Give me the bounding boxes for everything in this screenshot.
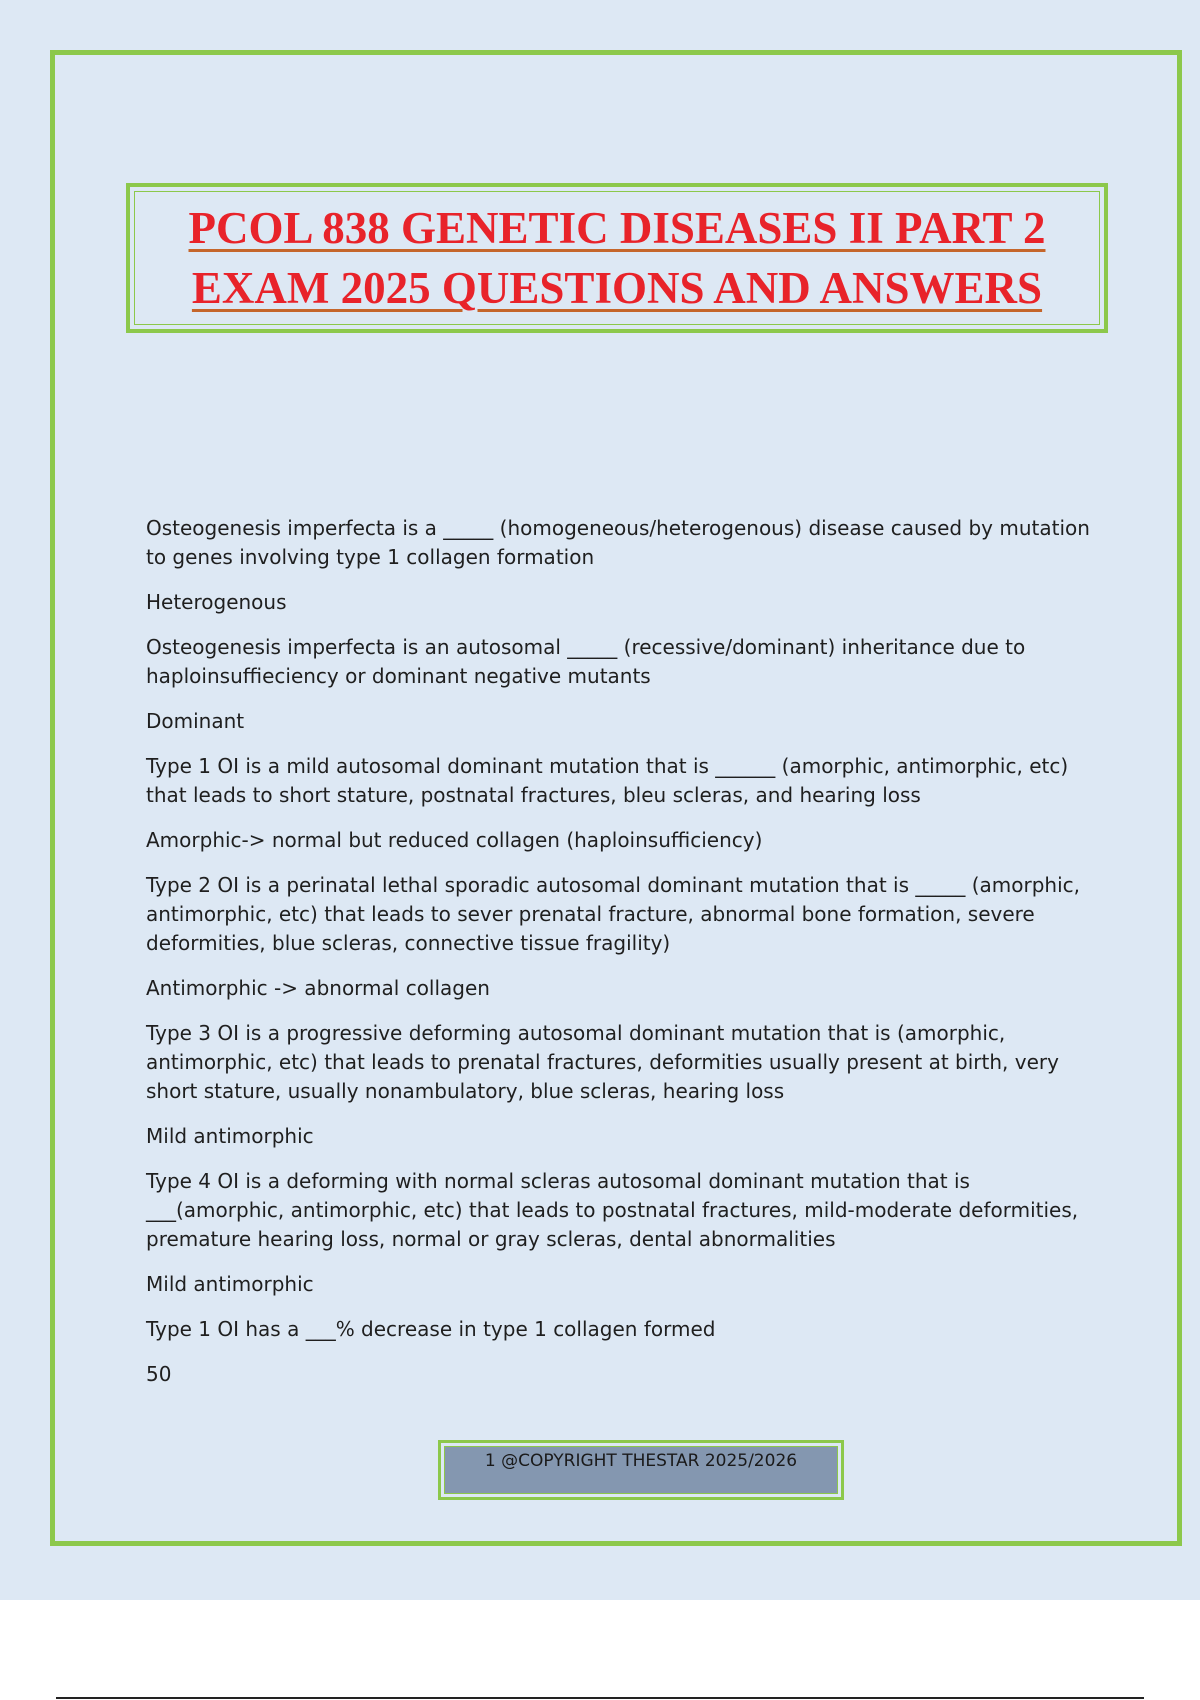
bottom-divider xyxy=(56,1697,1144,1699)
answer-3: Amorphic-> normal but reduced collagen (haploinsufficiency) xyxy=(146,828,763,852)
answer-1: Heterogenous xyxy=(146,590,287,614)
title-line-2: EXAM 2025 QUESTIONS AND ANSWERS xyxy=(191,263,1043,313)
copyright-footer-text: 1 @COPYRIGHT THESTAR 2025/2026 xyxy=(444,1446,838,1494)
title-line-1: PCOL 838 GENETIC DISEASES II PART 2 xyxy=(188,203,1046,253)
title-box xyxy=(126,183,1108,333)
answer-6: Mild antimorphic xyxy=(146,1272,314,1296)
question-5: Type 3 OI is a progressive deforming autosomal dominant mutation that is (amorphic, antimorphic, etc) that leads to prenatal fractures, deformities usually present at birth, very short stature, usually nonambulatory, blue scleras, hearing loss xyxy=(146,1021,1059,1103)
answer-5: Mild antimorphic xyxy=(146,1124,314,1148)
question-3: Type 1 OI is a mild autosomal dominant mutation that is ______ (amorphic, antimorphic, etc) that leads to short stature, postnatal fractures, bleu scleras, and hearing loss xyxy=(146,754,1069,807)
question-6: Type 4 OI is a deforming with normal scleras autosomal dominant mutation that is ___(amorphic, antimorphic, etc) that leads to postnatal fractures, mild-moderate deformities, premature hearing loss, normal or gray scleras, dental abnormalities xyxy=(146,1169,1079,1251)
question-1: Osteogenesis imperfecta is a _____ (homogeneous/heterogenous) disease caused by mutation to genes involving type 1 collagen formation xyxy=(146,516,1090,569)
question-7: Type 1 OI has a ___% decrease in type 1 collagen formed xyxy=(146,1317,716,1341)
answer-4: Antimorphic -> abnormal collagen xyxy=(146,976,490,1000)
question-4: Type 2 OI is a perinatal lethal sporadic autosomal dominant mutation that is _____ (amorphic, antimorphic, etc) that leads to sever prenatal fracture, abnormal bone formation, severe deformities, blue scleras, connective tissue fragility) xyxy=(146,873,1080,955)
answer-7: 50 xyxy=(146,1362,172,1386)
answer-2: Dominant xyxy=(146,709,245,733)
title-inner-frame xyxy=(134,191,1100,325)
qa-content xyxy=(146,514,1096,1405)
question-2: Osteogenesis imperfecta is an autosomal _____ (recessive/dominant) inheritance due to haploinsuffieciency or dominant negative mutants xyxy=(146,635,1026,688)
copyright-footer-box xyxy=(438,1440,844,1500)
